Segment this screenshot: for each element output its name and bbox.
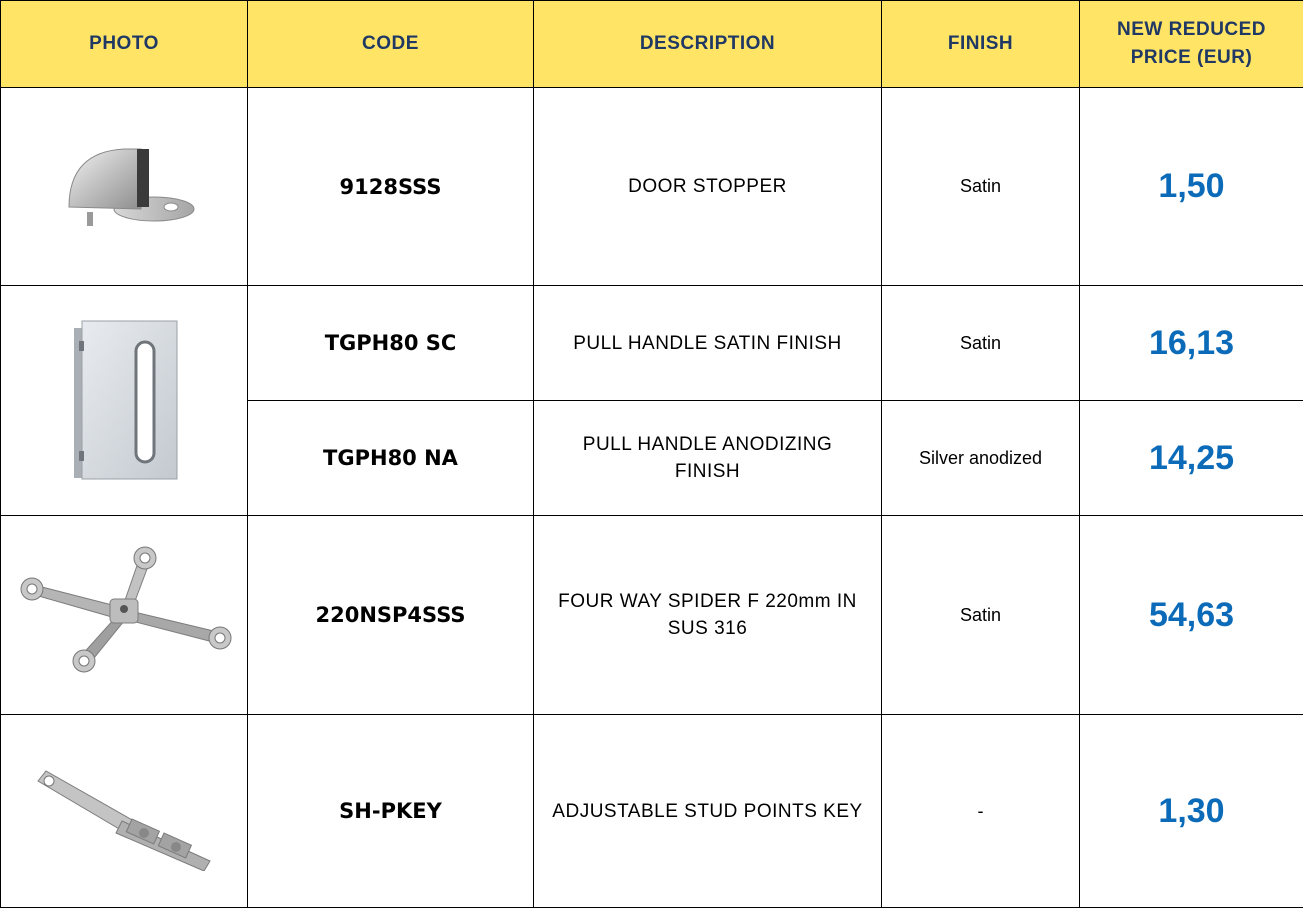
- table-row: [1, 88, 1303, 286]
- code-cell: TGPH80 NA: [248, 401, 534, 516]
- photo-cell: [1, 88, 248, 286]
- header-row: [1, 1, 1303, 88]
- price-cell: 1,50: [1080, 88, 1303, 286]
- photo-cell: [1, 516, 248, 715]
- price-cell: 54,63: [1080, 516, 1303, 715]
- pull-handle-image: [64, 316, 184, 486]
- description-line2: FINISH: [674, 461, 741, 482]
- price-cell: 14,25: [1080, 401, 1303, 516]
- header-price-line2: PRICE (EUR): [1130, 47, 1253, 68]
- header-price: [1080, 1, 1303, 88]
- description-cell: DOOR STOPPER: [534, 88, 882, 286]
- header-photo: PHOTO: [1, 1, 248, 88]
- table-row: [1, 516, 1303, 715]
- header-description: DESCRIPTION: [534, 1, 882, 88]
- header-finish: FINISH: [882, 1, 1080, 88]
- finish-cell: Satin: [882, 516, 1080, 715]
- code-cell: 9128SSS: [248, 88, 534, 286]
- description-cell: ADJUSTABLE STUD POINTS KEY: [534, 715, 882, 908]
- header-price-line1: NEW REDUCED: [1116, 19, 1267, 40]
- description-line1: PULL HANDLE ANODIZING: [582, 434, 833, 455]
- description-line1: FOUR WAY SPIDER F 220mm IN: [558, 591, 857, 612]
- finish-cell: -: [882, 715, 1080, 908]
- price-cell: 16,13: [1080, 286, 1303, 401]
- stud-points-key-image: [24, 741, 224, 871]
- table-row: [1, 715, 1303, 908]
- photo-cell: [1, 715, 248, 908]
- description-cell: PULL HANDLE SATIN FINISH: [534, 286, 882, 401]
- description-line2: SUS 316: [667, 618, 748, 639]
- code-cell: TGPH80 SC: [248, 286, 534, 401]
- finish-cell: Satin: [882, 286, 1080, 401]
- header-code: CODE: [248, 1, 534, 88]
- code-cell: 220NSP4SSS: [248, 516, 534, 715]
- finish-cell: Silver anodized: [882, 401, 1080, 516]
- finish-cell: Satin: [882, 88, 1080, 286]
- description-cell: [534, 516, 882, 715]
- code-cell: SH-PKEY: [248, 715, 534, 908]
- table-row: [1, 286, 1303, 401]
- description-cell: [534, 401, 882, 516]
- price-cell: 1,30: [1080, 715, 1303, 908]
- photo-cell: [1, 286, 248, 516]
- four-way-spider-image: [12, 545, 237, 685]
- door-stopper-image: [49, 137, 199, 237]
